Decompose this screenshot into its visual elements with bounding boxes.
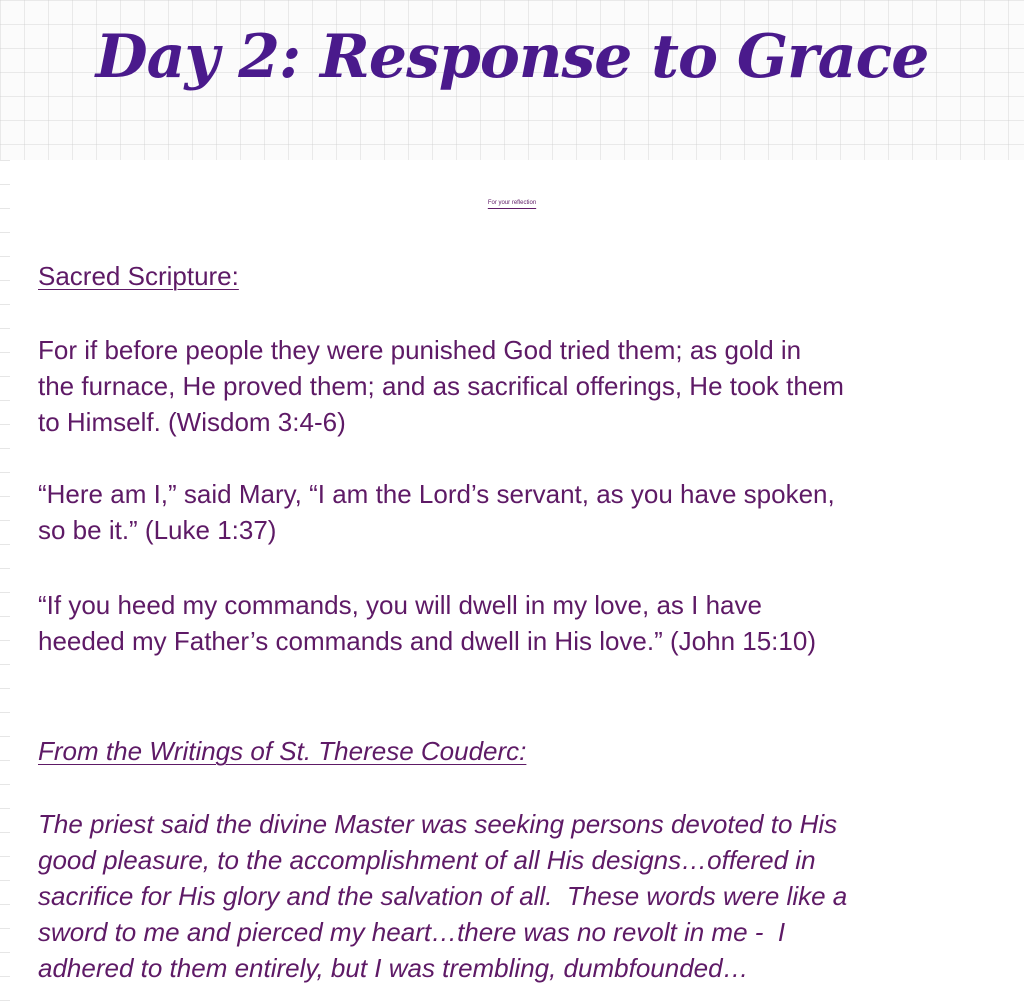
passage-line: to Himself. (Wisdom 3:4-6): [38, 407, 346, 437]
passage-line: “Here am I,” said Mary, “I am the Lord’s servant, as you have spoken,: [38, 479, 835, 509]
passage-line: “If you heed my commands, you will dwell in my love, as I have: [38, 590, 762, 620]
page-title: Day 2: Response to Grace: [95, 22, 929, 92]
scripture-passage-wisdom: [38, 332, 844, 440]
writings-heading: From the Writings of St. Therese Couderc:: [38, 736, 527, 766]
writings-passage: [38, 806, 847, 986]
writings-line: adhered to them entirely, but I was trembling, dumbfounded…: [38, 953, 749, 983]
writings-line: sacrifice for His glory and the salvation of all. These words were like a: [38, 881, 848, 911]
passage-line: so be it.” (Luke 1:37): [38, 515, 277, 545]
scripture-passage-luke: [38, 476, 835, 548]
scripture-heading: Sacred Scripture:: [38, 261, 239, 291]
writings-line: good pleasure, to the accomplishment of all His designs…offered in: [38, 845, 816, 875]
scripture-passage-john: [38, 587, 816, 659]
passage-line: heeded my Father’s commands and dwell in His love.” (John 15:10): [38, 626, 816, 656]
passage-line: the furnace, He proved them; and as sacrifical offerings, He took them: [38, 371, 844, 401]
left-margin-dashes: [0, 160, 10, 1005]
writings-line: sword to me and pierced my heart…there was no revolt in me - I: [38, 917, 786, 947]
reflection-subtitle: For your reflection: [487, 200, 537, 206]
passage-line: For if before people they were punished God tried them; as gold in: [38, 335, 802, 365]
writings-line: The priest said the divine Master was seeking persons devoted to His: [38, 809, 838, 839]
